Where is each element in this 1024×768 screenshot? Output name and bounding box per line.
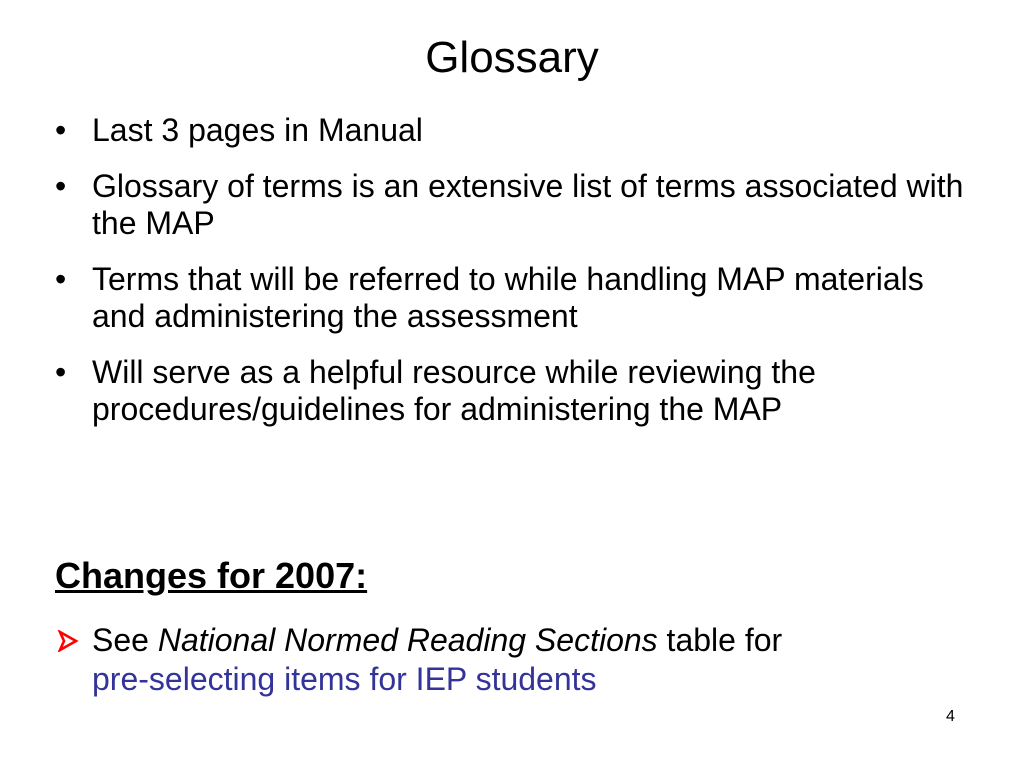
changes-prefix: See (92, 622, 158, 658)
bullet-list (55, 112, 975, 447)
changes-heading: Changes for 2007: (55, 555, 368, 596)
changes-italic-text: National Normed Reading Sections (157, 622, 658, 658)
bullet-dot: • (55, 112, 67, 148)
bullet-dot: • (55, 354, 67, 390)
bullet-item (55, 354, 975, 428)
changes-item (55, 621, 985, 699)
bullet-text: Terms that will be referred to while handling MAP materials and administering the assessment (92, 261, 924, 334)
bullet-item (55, 168, 975, 242)
page-number: 4 (946, 708, 955, 725)
bullet-dot: • (55, 168, 67, 204)
bullet-text: Glossary of terms is an extensive list of terms associated with the MAP (92, 168, 964, 241)
bullet-item (55, 112, 975, 149)
bullet-text: Last 3 pages in Manual (92, 112, 423, 148)
arrow-bullet-icon (57, 630, 79, 652)
bullet-text: Will serve as a helpful resource while reviewing the procedures/guidelines for administering the MAP (92, 354, 816, 427)
changes-highlight-text: pre-selecting items for IEP students (92, 661, 597, 697)
bullet-item (55, 261, 975, 335)
bullet-dot: • (55, 261, 67, 297)
slide-title: Glossary (425, 33, 599, 82)
changes-middle-text: table for (657, 622, 783, 658)
